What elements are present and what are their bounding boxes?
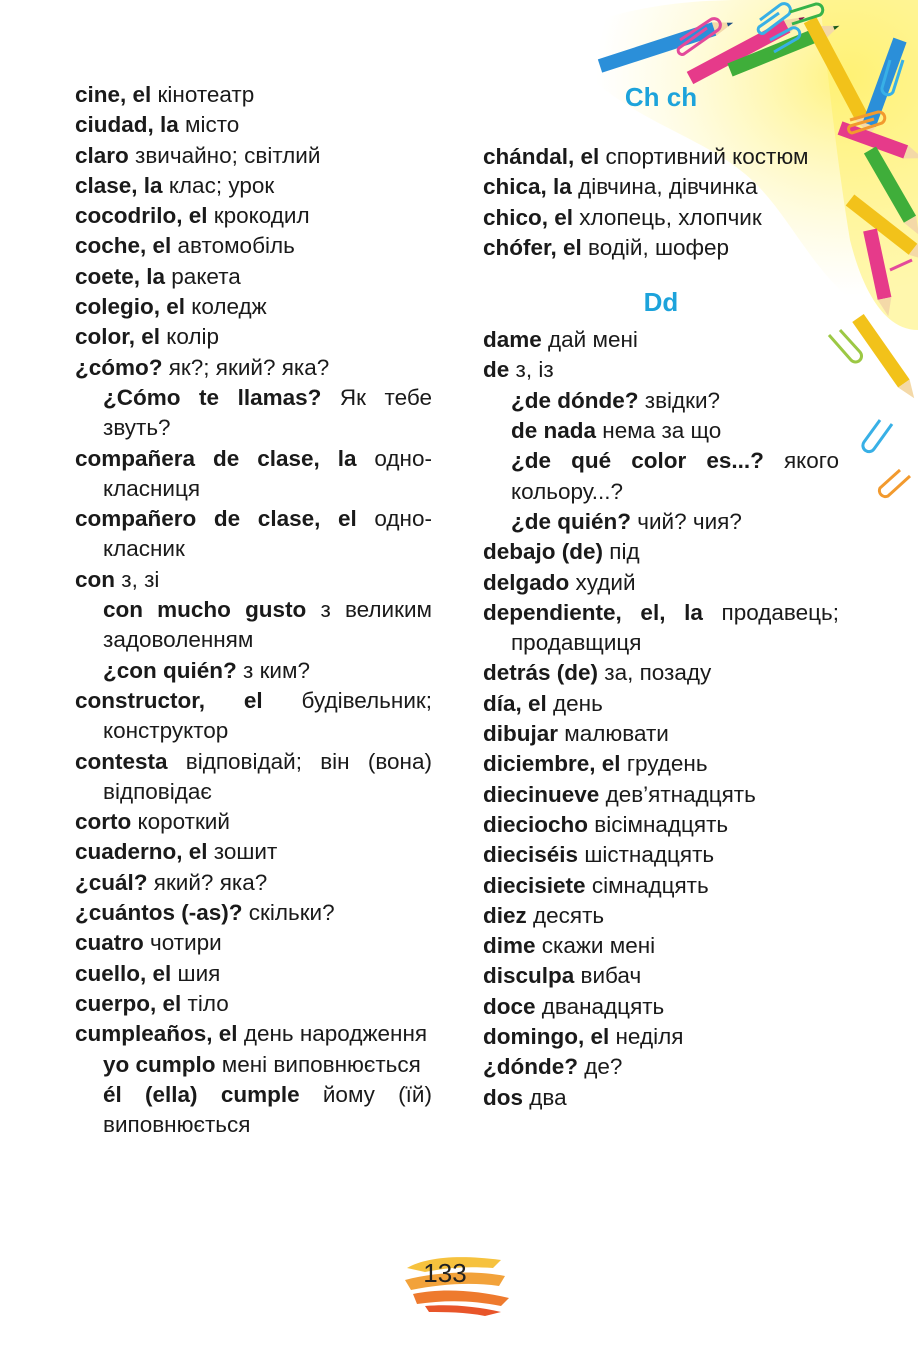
entry-definition: йому (їй) виповнюється: [103, 1081, 432, 1138]
entry-term: dime: [483, 933, 536, 959]
dictionary-subentry: [483, 446, 839, 507]
entry-term: ¿de qué color es...?: [511, 448, 764, 474]
dictionary-entry: [483, 931, 839, 961]
entry-definition: два: [523, 1084, 567, 1110]
entry-term: él (ella) cumple: [103, 1081, 300, 1107]
entry-definition: дев’ятнадцять: [599, 781, 756, 807]
entry-term: corto: [75, 809, 132, 835]
entry-definition: малювати: [558, 721, 669, 747]
dictionary-entry: [75, 171, 432, 201]
dictionary-entry: [75, 201, 432, 231]
entry-definition: під: [603, 539, 640, 565]
entry-term: disculpa: [483, 963, 575, 989]
entry-term: coete, la: [75, 263, 166, 289]
dictionary-entry: [483, 840, 839, 870]
dictionary-entry: [483, 598, 839, 659]
entry-definition: кінотеатр: [151, 82, 255, 107]
entry-term: dibujar: [483, 721, 559, 747]
entry-definition: з ким?: [236, 657, 310, 683]
entry-definition: з, із: [509, 357, 554, 383]
dictionary-subentry: [483, 416, 839, 446]
entry-term: constructor, el: [75, 687, 263, 713]
entry-term: cuaderno, el: [75, 839, 208, 865]
entry-term: chica, la: [483, 174, 572, 200]
entry-definition: з великим задоволенням: [103, 597, 432, 653]
entry-definition: тіло: [181, 990, 229, 1016]
entry-term: debajo (de): [483, 539, 604, 565]
entry-definition: клас; урок: [162, 172, 275, 198]
dictionary-entry: [75, 959, 432, 989]
dictionary-entry: [75, 837, 432, 867]
entry-definition: чий? чия?: [631, 508, 742, 534]
section-heading-ch: Ch ch: [624, 82, 698, 112]
entry-definition: з, зі: [115, 566, 160, 592]
entry-term: cine, el: [75, 82, 152, 107]
dictionary-entry: [483, 658, 839, 688]
entry-definition: скажи мені: [535, 933, 656, 959]
entry-term: diecisiete: [483, 872, 586, 898]
dictionary-entry: [75, 989, 432, 1019]
entry-definition: якого кольору...?: [511, 448, 839, 504]
entry-definition: чотири: [143, 930, 222, 956]
section-heading-d: Dd: [643, 287, 679, 318]
entry-term: cocodrilo, el: [75, 203, 208, 229]
entry-term: ¿con quién?: [103, 657, 237, 683]
dictionary-entry: [483, 810, 839, 840]
dictionary-entry: [483, 233, 839, 263]
dictionary-entry: [75, 686, 432, 747]
right-column: [483, 82, 839, 1113]
entry-definition: дай мені: [541, 327, 638, 353]
entry-term: cuerpo, el: [75, 990, 182, 1016]
entry-term: compañera de clase, la: [75, 445, 357, 471]
entry-term: ¿cómo?: [75, 354, 163, 380]
dictionary-entry: [75, 292, 432, 322]
entry-definition: за, позаду: [598, 660, 712, 686]
dictionary-subentry: [483, 386, 839, 416]
entry-term: yo cumplo: [103, 1051, 216, 1077]
entry-definition: скільки?: [242, 900, 335, 926]
dictionary-entry: [483, 355, 839, 385]
entry-definition: шістнадцять: [578, 842, 715, 868]
entry-term: diez: [483, 902, 527, 928]
entry-definition: який? яка?: [147, 869, 268, 895]
entry-definition: десять: [526, 902, 605, 928]
entry-term: diciembre, el: [483, 751, 621, 777]
dictionary-entry: [75, 262, 432, 292]
entry-term: color, el: [75, 324, 161, 350]
entry-term: clase, la: [75, 172, 163, 198]
entry-term: delgado: [483, 569, 570, 595]
entry-term: claro: [75, 142, 129, 168]
entry-term: ¿de quién?: [511, 508, 631, 534]
entry-term: ¿de dónde?: [511, 387, 639, 413]
dictionary-entry: [75, 868, 432, 898]
entry-term: con: [75, 566, 116, 592]
dictionary-entry: [483, 142, 839, 172]
section-d-entries: [483, 325, 839, 1113]
entry-term: cumpleaños, el: [75, 1021, 238, 1047]
dictionary-entry: [75, 565, 432, 595]
section-ch-entries: [483, 142, 839, 263]
dictionary-entry: [483, 325, 839, 355]
entry-definition: нема за що: [596, 418, 722, 444]
entry-definition: короткий: [131, 809, 230, 835]
entry-term: dos: [483, 1084, 524, 1110]
entry-term: dieciséis: [483, 842, 579, 868]
entry-definition: однокласник: [103, 506, 432, 562]
dictionary-entry: [75, 444, 432, 505]
entry-term: domingo, el: [483, 1024, 610, 1050]
entry-term: ¿cuántos (-as)?: [75, 900, 243, 926]
dictionary-entry: [75, 322, 432, 352]
dictionary-entry: [483, 568, 839, 598]
entry-definition: звичайно; світлий: [128, 142, 321, 168]
entry-term: chico, el: [483, 204, 574, 230]
entry-term: dame: [483, 327, 542, 353]
dictionary-entry: [75, 1019, 432, 1049]
entry-term: dieciocho: [483, 811, 589, 837]
entry-term: dependiente, el, la: [483, 599, 703, 625]
entry-definition: крокодил: [207, 203, 310, 229]
entry-definition: день: [546, 690, 603, 716]
dictionary-entry: [483, 1052, 839, 1082]
dictionary-entry: [483, 901, 839, 931]
entry-definition: де?: [577, 1054, 623, 1080]
entry-term: doce: [483, 993, 536, 1019]
dictionary-entry: [483, 689, 839, 719]
dictionary-entry: [483, 203, 839, 233]
dictionary-entry: [75, 80, 432, 110]
entry-term: coche, el: [75, 233, 172, 259]
dictionary-entry: [483, 961, 839, 991]
entry-definition: місто: [178, 112, 240, 138]
dictionary-entry: [75, 141, 432, 171]
dictionary-entry: [75, 110, 432, 140]
dictionary-entry: [483, 992, 839, 1022]
dictionary-entry: [483, 537, 839, 567]
dictionary-entry: [483, 780, 839, 810]
dictionary-subentry: [75, 1080, 432, 1141]
dictionary-entry: [75, 504, 432, 565]
entry-definition: вісімнадцять: [588, 811, 729, 837]
dictionary-entry: [483, 719, 839, 749]
entry-definition: звідки?: [638, 387, 721, 413]
entry-term: de: [483, 357, 510, 383]
dictionary-entry: [75, 231, 432, 261]
entry-definition: грудень: [620, 751, 708, 777]
dictionary-entry: [75, 928, 432, 958]
page-number-badge: [405, 1246, 511, 1318]
entry-definition: хлопець, хлопчик: [573, 204, 762, 230]
entry-definition: дівчина, дівчинка: [571, 174, 758, 200]
entry-definition: спортивний костюм: [599, 144, 809, 169]
entry-definition: вибач: [574, 963, 642, 989]
dictionary-entry: [483, 1083, 839, 1113]
dictionary-subentry: [75, 1050, 432, 1080]
entry-term: detrás (de): [483, 660, 599, 686]
entry-definition: неділя: [609, 1024, 684, 1050]
entry-definition: худий: [569, 569, 636, 595]
dictionary-entry: [75, 353, 432, 383]
entry-definition: будівельник; конструктор: [103, 687, 432, 744]
entry-term: ¿dónde?: [483, 1054, 578, 1080]
dictionary-entry: [483, 871, 839, 901]
entry-term: compañero de clase, el: [75, 506, 357, 532]
dictionary-entry: [75, 747, 432, 808]
dictionary-entry: [75, 807, 432, 837]
entry-definition: водій, шофер: [581, 234, 730, 260]
page-number: 133: [423, 1258, 467, 1288]
entry-term: diecinueve: [483, 781, 600, 807]
dictionary-subentry: [483, 507, 839, 537]
entry-term: chándal, el: [483, 144, 600, 169]
entry-term: ¿cuál?: [75, 869, 148, 895]
paperclip-icon: [879, 470, 910, 497]
entry-definition: коледж: [185, 294, 267, 320]
dictionary-entry: [483, 1022, 839, 1052]
entry-term: con mucho gusto: [103, 597, 307, 623]
entry-term: de nada: [511, 418, 597, 444]
entry-term: ciudad, la: [75, 112, 179, 138]
entry-term: colegio, el: [75, 294, 186, 320]
dictionary-subentry: [75, 383, 432, 444]
dictionary-entry: [483, 749, 839, 779]
left-column: [75, 80, 432, 1140]
entry-term: contesta: [75, 748, 168, 774]
entry-term: día, el: [483, 690, 547, 716]
entry-definition: зошит: [207, 839, 278, 865]
entry-definition: автомобіль: [171, 233, 295, 259]
entry-definition: дванадцять: [535, 993, 665, 1019]
entry-definition: продавець; продавщиця: [511, 599, 839, 656]
entry-term: ¿Cómo te llamas?: [103, 384, 322, 410]
entry-definition: колір: [160, 324, 220, 350]
dictionary-entry: [75, 898, 432, 928]
entry-term: cuello, el: [75, 960, 172, 986]
entry-definition: однокласниця: [103, 445, 432, 501]
entry-term: cuatro: [75, 930, 144, 956]
paperclip-icon: [863, 420, 892, 452]
entry-definition: відповідай; він (вона) відповідає: [103, 748, 432, 804]
dictionary-subentry: [75, 595, 432, 656]
entry-definition: сімнадцять: [585, 872, 709, 898]
entry-definition: як?; який? яка?: [162, 354, 330, 380]
entry-definition: день народження: [237, 1021, 428, 1047]
entry-definition: мені виповнюється: [215, 1051, 421, 1077]
entry-definition: Як тебе звуть?: [103, 384, 432, 441]
entry-definition: ракета: [165, 263, 241, 289]
dictionary-entry: [483, 172, 839, 202]
entry-term: chófer, el: [483, 234, 582, 260]
dictionary-subentry: [75, 656, 432, 686]
entry-definition: шия: [171, 960, 221, 986]
